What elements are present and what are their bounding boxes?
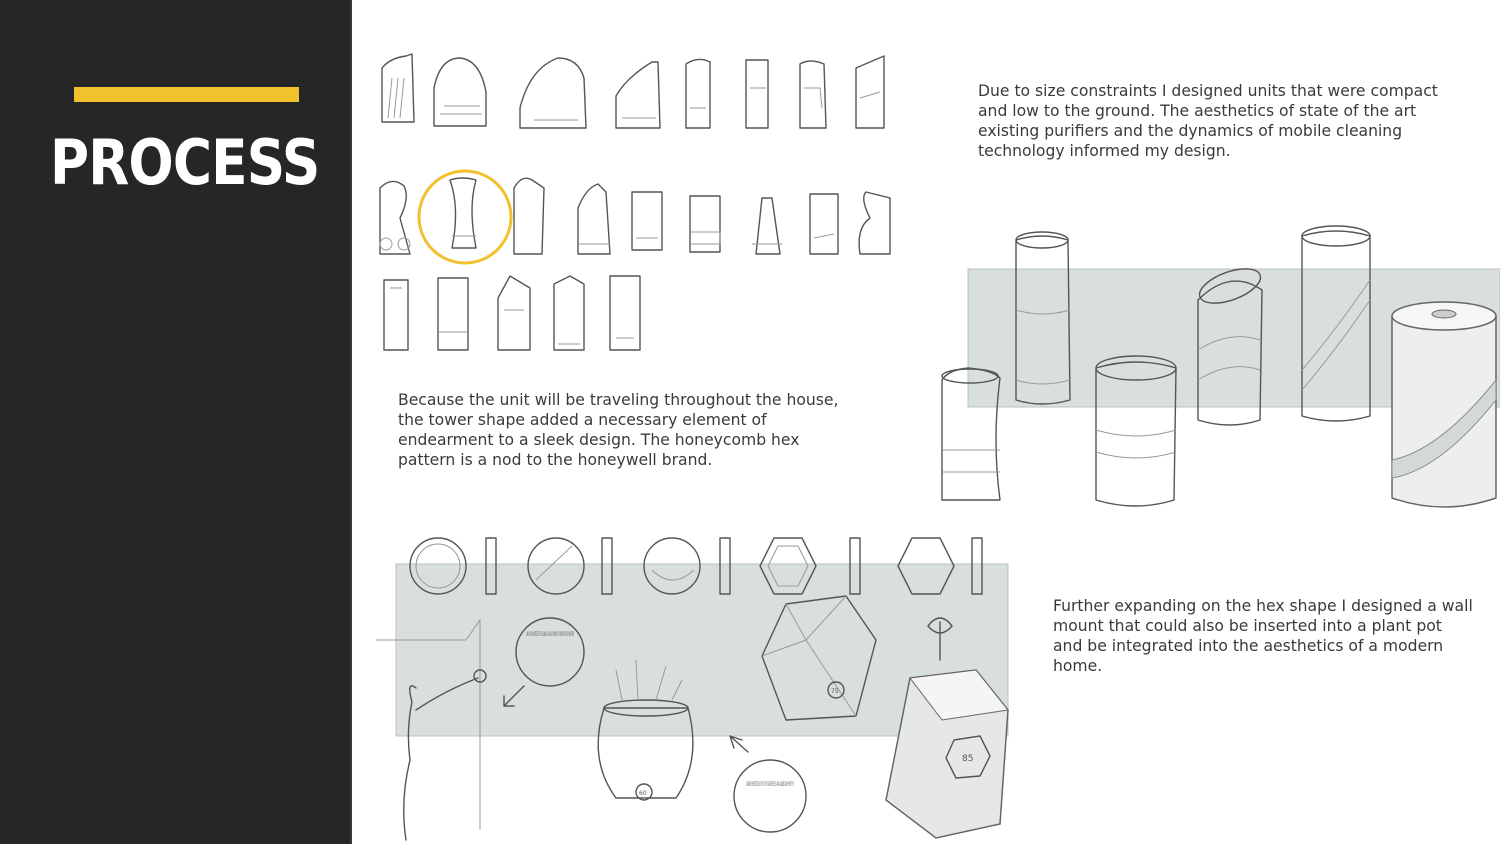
accent-bar — [74, 87, 299, 102]
highlight-ring — [419, 171, 511, 263]
page-title: PROCESS — [50, 126, 320, 199]
pot-readout: 60 — [639, 790, 647, 797]
thumbnail-row-1 — [382, 54, 884, 128]
thumbnail-row-2 — [380, 171, 890, 263]
pot-note-bubble — [730, 736, 806, 832]
hex-mount-text: Further expanding on the hex shape I designed a wall mount that could also be inserted into a plant pot and be integrated into the aesthetics of a modern home. — [1053, 597, 1473, 675]
pot-note-text: CAN BE INSERTED INTO POT FOR AESTHETICS AND ADDED AIR PURITY!!! — [746, 781, 794, 788]
purifier-render — [1392, 302, 1496, 507]
dodeca-readout: 75 — [831, 688, 839, 695]
sidebar-panel — [0, 0, 352, 844]
tower-concepts-sketch — [930, 220, 1500, 525]
hex-mount-sketch — [376, 530, 1016, 844]
tower-shape-text: Because the unit will be traveling throughout the house, the tower shape added a necessary element of endearment to a sleek design. The honeycomb hex pattern is a nod to the honeywell brand. — [398, 391, 839, 469]
wall-note-text: CAN BE MOUNTED TO THE WALL IN EACH ROOM TO INFORM THE PURIFIER — [526, 631, 574, 638]
thumbnail-row-3 — [384, 276, 640, 350]
hex-readout: 85 — [962, 754, 974, 764]
concept-thumbnails-sketch — [370, 48, 910, 358]
design-intro-text: Due to size constraints I designed units that were compact and low to the ground. The aesthetics of state of the art existing purifiers and the dynamics of mobile cleaning technology informed my design. — [978, 82, 1438, 160]
